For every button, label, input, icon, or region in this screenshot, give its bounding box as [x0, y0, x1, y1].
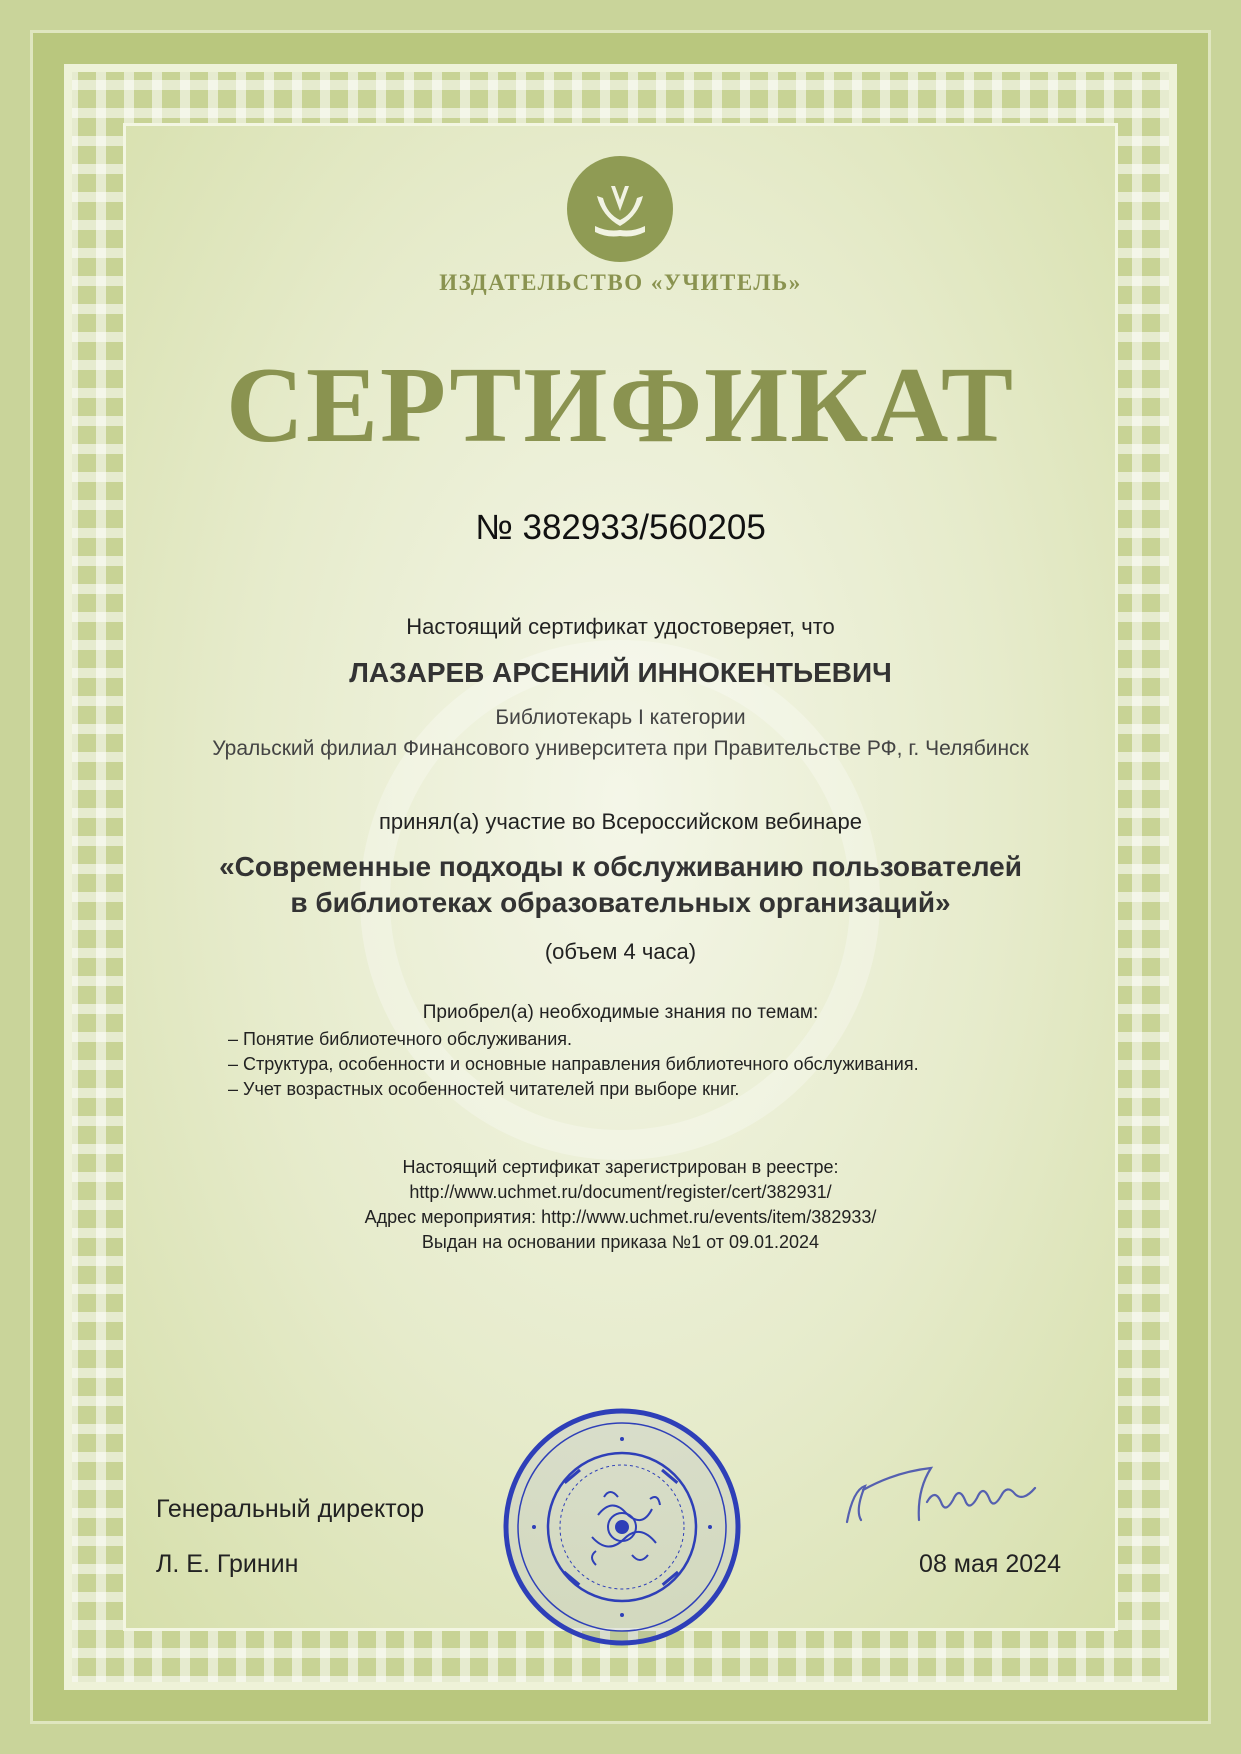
publisher-logo-icon — [567, 156, 673, 262]
order-basis-line: Выдан на основании приказа №1 от 09.01.2024 — [421, 1232, 820, 1252]
director-name: Л. Е. Гринин — [156, 1550, 299, 1578]
event-address-line[interactable]: Адрес мероприятия: http://www.uchmet.ru/events/item/382933/ — [364, 1207, 877, 1227]
director-signature-icon — [835, 1450, 1080, 1540]
topics-heading: Приобрел(а) необходимые знания по темам: — [422, 1002, 819, 1023]
recipient-organization: Уральский филиал Финансового университета при Правительстве РФ, г. Челябинск — [212, 737, 1029, 760]
list-item: – Структура, особенности и основные направления библиотечного обслуживания. — [228, 1054, 919, 1074]
certificate-title: СЕРТИФИКАТ — [226, 346, 1015, 465]
registry-url-link[interactable]: http://www.uchmet.ru/document/register/cert/382931/ — [409, 1182, 832, 1202]
recipient-position: Библиотекарь I категории — [495, 706, 746, 729]
participation-text: принял(а) участие во Всероссийском вебинаре — [378, 809, 862, 834]
event-title-line-1: «Современные подходы к обслуживанию пользователей — [219, 851, 1022, 882]
list-item: – Понятие библиотечного обслуживания. — [228, 1029, 572, 1049]
list-item: – Учет возрастных особенностей читателей при выборе книг. — [228, 1079, 740, 1099]
registry-info — [200, 1155, 1041, 1255]
director-title: Генеральный директор — [156, 1495, 425, 1523]
event-title — [200, 849, 1041, 921]
intro-text: Настоящий сертификат удостоверяет, что — [406, 614, 835, 639]
event-title-line-2: в библиотеках образовательных организаций» — [290, 887, 951, 918]
issue-date: 08 мая 2024 — [919, 1550, 1061, 1578]
recipient-name: ЛАЗАРЕВ АРСЕНИЙ ИННОКЕНТЬЕВИЧ — [349, 657, 892, 688]
publisher-name: ИЗДАТЕЛЬСТВО «УЧИТЕЛЬ» — [439, 270, 802, 295]
event-volume: (объем 4 часа) — [544, 939, 697, 964]
topics-list — [228, 1027, 1048, 1102]
registry-line-1: Настоящий сертификат зарегистрирован в реестре: — [402, 1157, 839, 1177]
official-seal-stamp-icon — [500, 1405, 745, 1650]
certificate-number: № 382933/560205 — [475, 508, 766, 547]
